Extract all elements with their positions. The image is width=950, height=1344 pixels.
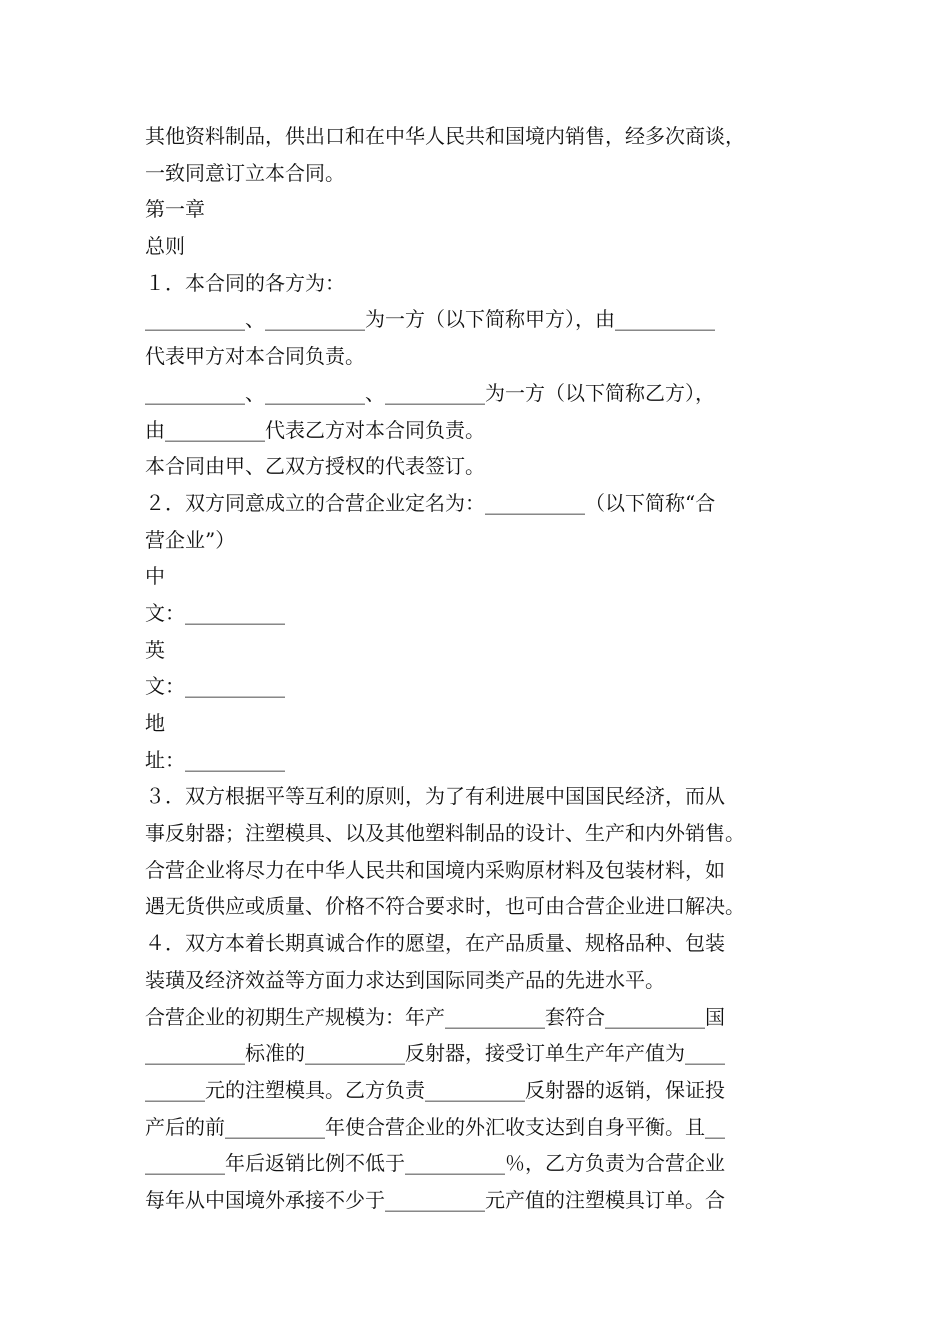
clause-2-title: ２．双方同意成立的合营企业定名为：__________（以下简称“合 — [145, 490, 716, 515]
address-label: 地 — [145, 711, 165, 735]
text-line: __________、__________为一方（以下简称甲方），由__________ — [145, 307, 715, 332]
text-line: __________、__________、__________为一方（以下简称乙方）， — [145, 380, 715, 405]
text-line: 合营企业的初期生产规模为：年产__________套符合__________国 — [145, 1004, 725, 1029]
text-line: 每年从中国境外承接不少于__________元产值的注塑模具订单。合 — [145, 1187, 725, 1212]
text-line: 遇无货供应或质量、价格不符合要求时，也可由合营企业进口解决。 — [145, 894, 745, 919]
clause-1-title: １．本合同的各方为： — [145, 270, 345, 295]
text-line: 本合同由甲、乙双方授权的代表签订。 — [145, 454, 485, 479]
text-line: __________标准的__________反射器，接受订单生产年产值为____ — [145, 1041, 725, 1066]
text-line: 一致同意订立本合同。 — [145, 160, 345, 185]
contract-text — [145, 118, 825, 1219]
text-line: 其他资料制品，供出口和在中华人民共和国境内销售，经多次商谈， — [145, 124, 745, 148]
text-line: ______元的注塑模具。乙方负责__________反射器的返销，保证投 — [145, 1077, 725, 1102]
text-line: 由__________代表乙方对本合同负责。 — [145, 417, 485, 442]
text-line: 产后的前__________年使合营企业的外汇收支达到自身平衡。且__ — [145, 1114, 725, 1139]
text-line: ________年后返销比例不低于__________％，乙方负责为合营企业 — [145, 1151, 725, 1176]
text-line: 营企业”） — [145, 527, 236, 552]
text-line: 代表甲方对本合同负责。 — [145, 344, 365, 369]
section-heading: 总则 — [145, 234, 185, 259]
address-field: 址：__________ — [145, 747, 285, 772]
chinese-name-label: 中 — [145, 564, 165, 589]
clause-3-title: ３．双方根据平等互利的原则，为了有利进展中国国民经济，而从 — [145, 784, 725, 809]
chapter-heading: 第一章 — [145, 197, 205, 222]
text-line: 装璜及经济效益等方面力求达到国际同类产品的先进水平。 — [145, 967, 665, 992]
clause-4-title: ４．双方本着长期真诚合作的愿望，在产品质量、规格品种、包装 — [145, 931, 725, 956]
english-name-field: 文：__________ — [145, 674, 285, 699]
text-line: 事反射器；注塑模具、以及其他塑料制品的设计、生产和内外销售。 — [145, 821, 745, 846]
english-name-label: 英 — [145, 637, 165, 662]
chinese-name-field: 文：__________ — [145, 600, 285, 625]
text-line: 合营企业将尽力在中华人民共和国境内采购原材料及包装材料，如 — [145, 857, 725, 882]
